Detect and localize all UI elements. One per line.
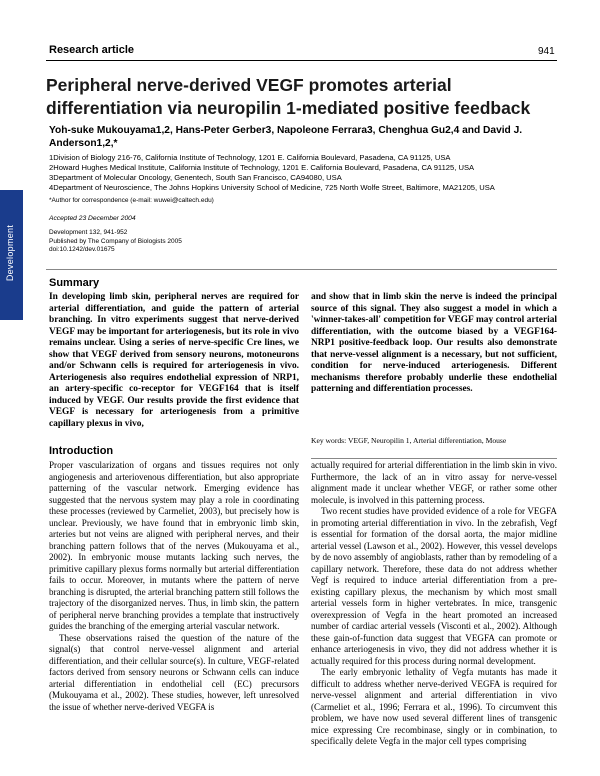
affiliations xyxy=(49,153,559,193)
publication-info xyxy=(49,229,182,255)
correspondence-note: *Author for correspondence (e-mail: wuwei@caltech.edu) xyxy=(49,197,214,204)
affiliation-item: 1Division of Biology 216-76, California Institute of Technology, 1201 E. California Boulevard, Pasadena, CA 91125, USA xyxy=(49,153,451,162)
summary-text-right: and show that in limb skin the nerve is indeed the principal source of this signal. They also suggest a model in which a 'winner-takes-all' competition for VEGF may control arterial differentiation, with the outcome biased by a VEGF164-NRP1 positive-feedback loop. Our results also demonstrate that nerve-vessel alignment is a necessary, but not sufficient, condition for nerve-induced arteriogenesis. Different mechanisms therefore probably underlie these endothelial patterning and differentiation processes. xyxy=(311,292,557,394)
paragraph: The early embryonic lethality of Vegfa mutants has made it difficult to address whether nerve-derived VEGFA is required for nerve-vessel alignment and arterial differentiation in vivo (Carmeliet et al., 1996; Ferrara et al., 1996). To circumvent this problem, we have now used several different lines of transgenic mice expressing Cre recombinase, singly or in combination, to specifically delete Vegfa in the major cell types comprising xyxy=(311,667,557,746)
introduction-heading: Introduction xyxy=(49,445,114,457)
summary-text-left: In developing limb skin, peripheral nerves are required for arterial differentiation, and guide the pattern of arterial branching. In vitro experiments suggest that nerve-derived VEGF may be important for arteriogenesis, but its role in vivo remains unclear. Using a series of nerve-specific Cre lines, we show that VEGF derived from sensory neurons, motoneurons and/or Schwann cells is required for arteriogenesis in vivo. Arteriogenesis also requires endothelial expression of NRP1, an artery-specific co-receptor for VEGF164 that is itself induced by VEGF. Our results provide the first evidence that VEGF is necessary for arteriogenesis from a primitive capillary plexus in vivo, xyxy=(49,292,299,429)
summary-divider xyxy=(46,269,557,270)
section-label: Research article xyxy=(49,44,134,56)
paragraph: These observations raised the question of the nature of the signal(s) that control nerve-vessel alignment and arterial differentiation, and their cellular source(s). In culture, VEGF-related factors derived from sensory neurons or Schwann cells can induce arterial differentiation in endothelial cell (EC) precursors (Mukouyama et al., 2002). These studies, however, left unresolved the issue of whether nerve-derived VEGFA is xyxy=(49,632,299,712)
paragraph: Proper vascularization of organs and tissues requires not only angiogenesis and arteriovenous differentiation, but also appropriate patterning of the vascular network. Emerging evidence has suggested that the nervous system may play a role in coordinating these processes (reviewed by Carmeliet, 2003), but precisely how is unclear. Previously, we have found that in embryonic limb skin, arteries but not veins are aligned with peripheral nerves, and their branching pattern follows that of the nerves (Mukouyama et al., 2002). In embryonic mouse mutants lacking such nerves, the primitive capillary plexus forms normally but arterial differentiation fails to occur. Moreover, in mutants where the pattern of nerve branching is disrupted, the arterial branching pattern still follows the trajectory of the disorganized nerves. Thus, in limb skin, the pattern of peripheral nerve branching provides a template that instructively guides the branching of the emerging arterial vascular network. xyxy=(49,460,299,631)
accepted-date: Accepted 23 December 2004 xyxy=(49,215,136,222)
keywords-divider xyxy=(311,458,557,459)
article-title: Peripheral nerve-derived VEGF promotes arterial differentiation via neuropilin 1-mediated positive feedback xyxy=(46,75,531,118)
journal-side-label: Development xyxy=(5,224,15,282)
paragraph: actually required for arterial differentiation in the limb skin in vivo. Furthermore, the lack of an in vitro assay for nerve-vessel alignment made it unclear whether VEGF, or rather some other molecule, is involved in this patterning process. xyxy=(311,460,557,505)
affiliation-item: 4Department of Neuroscience, The Johns Hopkins University School of Medicine, 725 North Wolfe Street, Baltimore, MA21205, USA xyxy=(49,183,495,192)
publisher-line: Published by The Company of Biologists 2005 xyxy=(49,237,182,245)
journal-volume: Development 132, 941-952 xyxy=(49,229,128,236)
summary-heading: Summary xyxy=(49,277,100,289)
affiliation-item: 3Department of Molecular Oncology, Genentech, South San Francisco, CA94080, USA xyxy=(49,173,342,182)
keywords: Key words: VEGF, Neuropilin 1, Arterial differentiation, Mouse xyxy=(311,436,507,445)
header-divider xyxy=(46,60,557,61)
body-column-left xyxy=(49,460,299,713)
paragraph: Two recent studies have provided evidence of a role for VEGFA in promoting arterial differentiation in vivo. In the zebrafish, Vegf is essential for formation of the dorsal aorta, the major midline arterial vessel (Lawson et al., 2002). However, this vessel develops by de novo assembly of angioblasts, rather than by remodeling of a capillary network. Therefore, these data do not address whether Vegf is required to induce arterial differentiation from a pre-existing capillary plexus, the mechanism by which most small arterial vessels form in higher vertebrates. In mice, transgenic overexpression of Vegfa in the heart promoted an increased number of cardiac arterial vessels (Visconti et al., 2002). Although these gain-of-function data suggest that VEGFA can promote or enhance arteriogenesis in vivo, they did not address whether it is actually required for this process during normal development. xyxy=(311,506,557,666)
body-column-right xyxy=(311,460,557,748)
doi-line: doi:10.1242/dev.01675 xyxy=(49,246,115,254)
affiliation-item: 2Howard Hughes Medical Institute, California Institute of Technology, 1201 E. California Boulevard, Pasadena, CA 91125, USA xyxy=(49,163,475,172)
page-number: 941 xyxy=(538,46,555,57)
author-list: Yoh-suke Mukouyama1,2, Hans-Peter Gerber3, Napoleone Ferrara3, Chenghua Gu2,4 and David J. Anderson1,2,* xyxy=(49,125,523,149)
